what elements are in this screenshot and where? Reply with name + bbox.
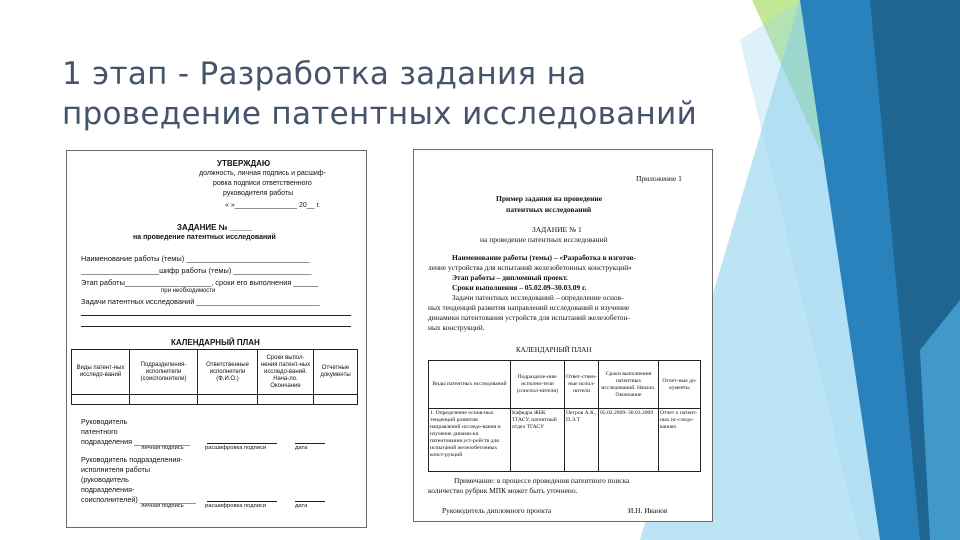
approve-heading: УТВЕРЖДАЮ xyxy=(217,159,271,168)
sign-block-patent: Руководитель патентного подразделения ______________ xyxy=(81,417,190,446)
table-header-row xyxy=(72,350,358,395)
appendix-label: Приложение 1 xyxy=(636,174,682,183)
example-title: Пример задания на проведение xyxy=(496,194,603,203)
table-header-cell: Отчет-ные до-кументы xyxy=(659,361,701,409)
blank-line xyxy=(81,326,351,327)
table-header-cell: Виды патент-ных исследо-ваний xyxy=(72,350,130,395)
plan-table xyxy=(428,360,701,472)
table-header-cell: Подразделе-ния-исполни-тели (соиспол-нители) xyxy=(511,361,565,409)
field-line: ___________________шифр работы (темы) ___________________ xyxy=(81,266,312,275)
plan-heading: КАЛЕНДАРНЫЙ ПЛАН xyxy=(516,346,592,354)
table-cell: Отчет о патент-ных ис-следо-ваниях xyxy=(659,409,701,472)
slide-title-line2: проведение патентных исследований xyxy=(62,96,698,132)
sign-caption: дата xyxy=(295,445,308,451)
table-header-cell: Сроки выпол-нения патент-ных исследо-ваний. Нача-ло. Окончание xyxy=(258,350,314,395)
plan-table xyxy=(71,349,358,405)
task-sub: на проведение патентных исследований xyxy=(480,235,608,244)
task-number: ЗАДАНИЕ № 1 xyxy=(532,225,582,234)
table-row xyxy=(72,395,358,405)
plan-heading: КАЛЕНДАРНЫЙ ПЛАН xyxy=(171,338,260,347)
paragraph-line: Наименование работы (темы) – «Разработка в изготов- xyxy=(452,253,636,262)
sign-caption: дата xyxy=(295,503,308,509)
sign-caption: расшифровка подписи xyxy=(205,503,267,509)
approve-line: ровка подписи ответственного xyxy=(213,180,312,187)
paragraph-line: Сроки выполнения – 05.02.09–30.03.09 г. xyxy=(452,283,587,292)
task-heading: ЗАДАНИЕ № _____ xyxy=(177,223,253,232)
sign-caption: личная подпись xyxy=(141,445,184,451)
field-line: Этап работы_____________________, сроки его выполнения ______ xyxy=(81,278,319,287)
field-line: Наименование работы (темы) ______________________________ xyxy=(81,254,310,263)
table-header-cell: Подразделения-исполнители (соисполнители) xyxy=(130,350,198,395)
document-form-template xyxy=(66,150,367,528)
table-cell: 1. Определение основ-ных тенденций развития направлений исследо-вания и изучение динами-ки патентования уст-ройств для испытаний железобетонных конст-рукций xyxy=(429,409,511,472)
table-header-cell: Ответ-ствен-ные испол-нители xyxy=(565,361,599,409)
field-line: Задачи патентных исследований ______________________________ xyxy=(81,297,320,306)
table-header-row xyxy=(429,361,701,409)
table-cell: Кафедра ЖБК ТГАСУ, патентный отдел ТГАСУ xyxy=(511,409,565,472)
field-hint: при необходимости xyxy=(161,288,216,294)
paragraph-line: ление устройства для испытаний железобетонных конструкций» xyxy=(428,263,632,272)
note-line: Примечание: в процессе проведения патентного поиска xyxy=(454,476,630,485)
table-header-cell: Отчетные документы xyxy=(314,350,358,395)
note-line: количество рубрик МПК может быть уточнено. xyxy=(428,486,578,495)
paragraph-line: Этап работы – дипломный проект. xyxy=(452,273,568,282)
task-subheading: на проведение патентных исследований xyxy=(133,234,276,241)
sign-caption: расшифровка подписи xyxy=(205,445,267,451)
table-cell: Петров А.К., П.Э.Т xyxy=(565,409,599,472)
approve-date: « »________________ 20__ г. xyxy=(225,202,321,209)
sign-block-executor: Руководитель подразделения- исполнителя работы (руководитель подразделения- соисполнителей) ______________ xyxy=(81,455,196,504)
table-header-cell: Сроки выполнения патентных исследований. Начало. Окончание xyxy=(599,361,659,409)
table-cell: 05.02.2009–30.03.2009 xyxy=(599,409,659,472)
table-header-cell: Ответственные исполнители (Ф.И.О.) xyxy=(198,350,258,395)
paragraph-line: ных тенденций развития направлений исследований и изучение xyxy=(428,303,630,312)
slide-title xyxy=(62,54,742,134)
paragraph-line: ных конструкций. xyxy=(428,323,485,332)
table-row xyxy=(429,409,701,472)
paragraph-line: динамики патентования устройств для испытаний железобетон- xyxy=(428,313,630,322)
sign-caption: личная подпись xyxy=(141,503,184,509)
slide-title-line1: 1 этап - Разработка задания на xyxy=(62,56,587,92)
approve-line: руководителя работы xyxy=(223,190,294,197)
table-header-cell: Виды патентных исследований xyxy=(429,361,511,409)
document-example xyxy=(413,149,713,522)
signature-name: И.Н. Иванов xyxy=(628,506,668,515)
blank-line xyxy=(81,315,351,316)
example-title: патентных исследований xyxy=(506,205,592,214)
approve-line: должность, личная подпись и расшиф- xyxy=(199,170,326,177)
signature-label: Руководитель дипломного проекта xyxy=(442,506,552,515)
paragraph-line: Задачи патентных исследований – определение основ- xyxy=(452,293,624,302)
